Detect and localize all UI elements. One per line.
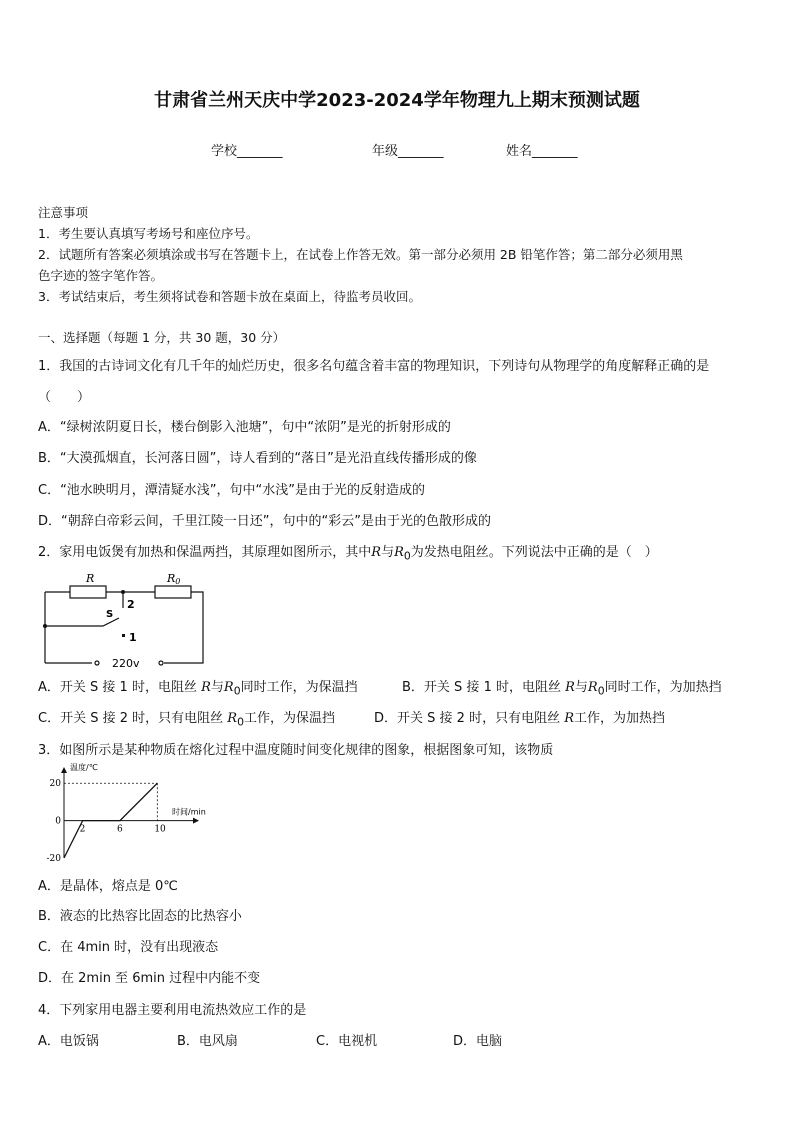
name-field: 姓名_______	[506, 144, 578, 159]
q1-paren: （ ）	[38, 390, 91, 405]
q1-option-c: C．“池水映明月，潭清疑水浅”，句中“水浅”是由于光的反射造成的	[38, 483, 426, 498]
q4-stem: 4．下列家用电器主要利用电流热效应工作的是	[38, 1003, 307, 1018]
terminal-1-dot	[122, 634, 125, 637]
y-tick-label: 20	[49, 779, 61, 790]
label-voltage: 220v	[112, 657, 140, 670]
q4-option-a: A．电饭锅	[38, 1034, 99, 1049]
y-axis-label: 温度/℃	[70, 763, 98, 772]
y-tick-label: -20	[46, 854, 61, 862]
q2-option-d: D．开关 S 接 2 时，只有电阻丝 R工作，为加热挡	[374, 711, 666, 726]
plug-terminal-left	[95, 661, 99, 665]
resistor-r0	[155, 586, 191, 598]
q2-option-b: B．开关 S 接 1 时，电阻丝 R与$R_0$同时工作，为加热挡	[402, 680, 722, 698]
label-terminal-1: 1	[129, 631, 137, 644]
school-field: 学校_______	[211, 144, 283, 159]
note-1: 1．考生要认真填写考场号和座位序号。	[38, 226, 259, 241]
page-title: 甘肃省兰州天庆中学2023-2024学年物理九上期末预测试题	[154, 90, 640, 111]
x-tick-label: 6	[117, 824, 123, 835]
y-tick-label: 0	[55, 816, 61, 827]
plug-terminal-right	[159, 661, 163, 665]
q3-option-b: B．液态的比热容比固态的比热容小	[38, 909, 242, 924]
label-r: R	[86, 572, 95, 585]
q4-option-c: C．电视机	[316, 1034, 378, 1049]
q3-option-c: C．在 4min 时，没有出现液态	[38, 940, 219, 955]
q2-stem: 2．家用电饭煲有加热和保温两挡，其原理如图所示，其中R与$R_0$为发热电阻丝。下列说法中正确的是（ ）	[38, 545, 658, 563]
circuit-wires	[45, 592, 203, 663]
x-tick-label: 10	[154, 824, 166, 835]
q3-stem: 3．如图所示是某种物质在熔化过程中温度随时间变化规律的图象，根据图象可知，该物质	[38, 743, 554, 758]
q3-option-a: A．是晶体，熔点是 0℃	[38, 879, 178, 894]
q2-option-a: A．开关 S 接 1 时，电阻丝 R与$R_0$同时工作，为保温挡	[38, 680, 358, 698]
x-tick-label: 2	[79, 824, 86, 835]
circuit-diagram	[40, 570, 210, 670]
note-2-cont: 色字迹的签字笔作答。	[38, 268, 164, 283]
q4-option-b: B．电风扇	[177, 1034, 238, 1049]
x-axis-label: 时间/min	[172, 807, 206, 817]
notes-heading: 注意事项	[38, 205, 89, 220]
q3-option-d: D．在 2min 至 6min 过程中内能不变	[38, 971, 261, 986]
temperature-time-graph	[36, 762, 206, 862]
label-s: S	[106, 609, 114, 620]
resistor-r	[70, 586, 106, 598]
q1-stem: 1．我国的古诗词文化有几千年的灿烂历史，很多名句蕴含着丰富的物理知识，下列诗句从物理学的角度解释正确的是	[38, 359, 710, 374]
section-heading: 一、选择题（每题 1 分，共 30 题，30 分）	[38, 330, 286, 345]
q1-option-d: D．“朝辞白帝彩云间，千里江陵一日还”，句中的“彩云”是由于光的色散形成的	[38, 514, 491, 529]
junction-dot	[43, 624, 47, 628]
junction-dot-top	[121, 590, 125, 594]
q1-option-a: A．“绿树浓阴夏日长，楼台倒影入池塘”，句中“浓阴”是光的折射形成的	[38, 420, 451, 435]
note-2: 2．试题所有答案必须填涂或书写在答题卡上，在试卷上作答无效。第一部分必须用 2B 铅笔作答；第二部分必须用黑	[38, 247, 683, 262]
note-3: 3．考试结束后，考生须将试卷和答题卡放在桌面上，待监考员收回。	[38, 289, 421, 304]
label-terminal-2: 2	[127, 598, 135, 611]
q4-option-d: D．电脑	[453, 1034, 503, 1049]
grade-field: 年级_______	[372, 144, 444, 159]
label-r0: R0	[167, 572, 181, 586]
q2-option-c: C．开关 S 接 2 时，只有电阻丝 $R_0$工作，为保温挡	[38, 711, 335, 729]
q1-option-b: B．“大漠孤烟直，长河落日圆”，诗人看到的“落日”是光沿直线传播形成的像	[38, 451, 477, 466]
